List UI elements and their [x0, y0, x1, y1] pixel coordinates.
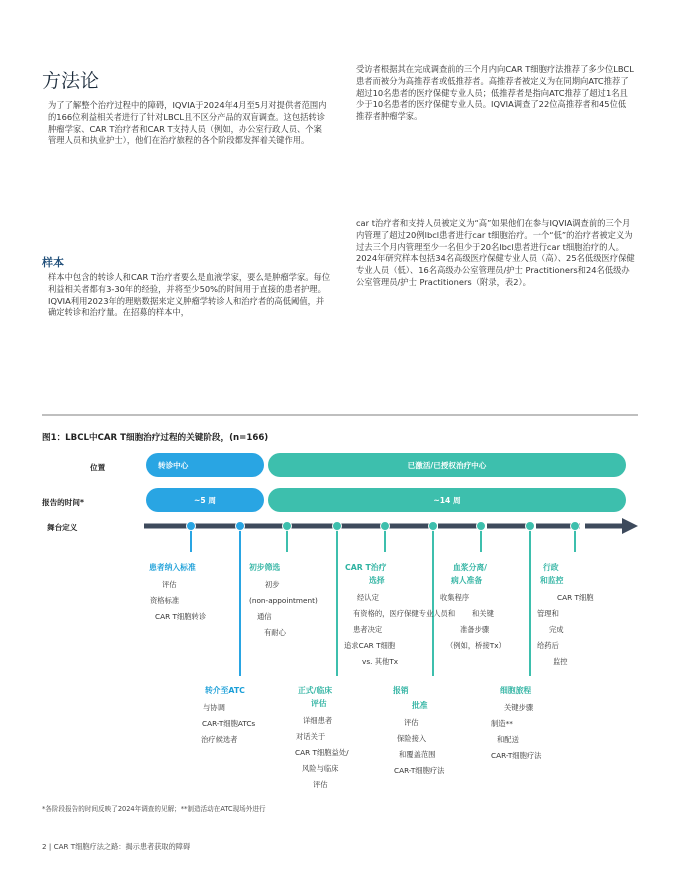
connector-apheresis: [480, 528, 482, 552]
recommender-definition-paragraph: 受访者根据其在完成调查前的三个月内向CAR T细胞疗法推荐了多少位LBCL患者而被分为高推荐者或低推荐者。高推荐者被定义为在同期向ATC推荐了超过10名患者的医疗保健专业人员；低推荐者是指向ATC推荐了超过1名且少于10名患者的医疗保健专业人员。IQVIA调查了22位高推荐者和45位低推荐者肿瘤学家。: [356, 64, 634, 122]
stage-detail: 制造**: [491, 719, 513, 728]
row-label-stage-definition: 舞台定义: [47, 523, 78, 532]
treater-definition-paragraph: car t治疗者和支持人员被定义为“高”如果他们在参与IQVIA调查前的三个月内管理了超过20例lbcl患者进行car t细胞治疗。一个“低”的治疗者被定义为过去三个月内管理至少一名但少于20名lbcl患者进行car t细胞治疗的人。2024年研究样本包括34名高级医疗保健专业人员（高）、25名低级医疗保健专业人员（低）、16名高级办公室管理员/护士 Practitioners和24名低级办公室管理员/护士 Practitioners（附录，表2）。: [356, 218, 635, 287]
timeline-dot: [428, 521, 438, 531]
connector-patient-criteria: [190, 528, 192, 552]
stage-title-formal-evaluation-line2: 评估: [311, 699, 327, 708]
time-treatment-phase: [268, 488, 626, 512]
stage-title-reimbursement: 报销: [393, 686, 409, 695]
time-referral-phase: [146, 488, 264, 512]
stage-detail: 通信: [257, 612, 272, 621]
stage-detail: CAR-T细胞疗法: [394, 766, 445, 775]
stage-detail: 给药后: [537, 641, 559, 650]
stage-detail: 准备步骤: [460, 625, 490, 634]
stage-detail: 和关键: [472, 609, 494, 618]
stage-detail: 与协调: [203, 703, 225, 712]
timeline-arrow: [140, 514, 640, 538]
stage-detail: 患者决定: [353, 625, 383, 634]
timeline-dot: [476, 521, 486, 531]
timeline-dot: [235, 521, 245, 531]
connector-administration: [574, 528, 576, 552]
stage-detail: 经认定: [357, 593, 379, 602]
stage-detail: 保险接入: [397, 734, 427, 743]
page-footer: 2 | CAR T细胞疗法之路：揭示患者获取的障碍: [42, 842, 191, 851]
connector-initial-screening: [286, 528, 288, 552]
stage-title-reimbursement-line2: 批准: [412, 701, 428, 710]
stage-title-formal-evaluation: 正式/临床: [298, 686, 333, 695]
connector-reimbursement: [432, 528, 434, 676]
stage-detail: 管理和: [537, 609, 559, 618]
sample-paragraph: 样本中包含的转诊人和CAR T治疗者要么是血液学家，要么是肿瘤学家。每位利益相关者都有3-30年的经验，并将至少50%的时间用于直接的患者护理。IQVIA利用2023年的理赔数据来定义肿瘤学转诊人和治疗者的高低阈值，并确定转诊和治疗量。在招募的样本中，: [48, 272, 331, 318]
stage-detail: 初步: [265, 580, 280, 589]
stage-detail: 资格标准: [150, 596, 180, 605]
stage-detail: 和配送: [497, 735, 519, 744]
timeline-dot: [332, 521, 342, 531]
stage-detail: （例如，桥接Tx）: [446, 641, 506, 650]
stage-title-initial-screening: 初步筛选: [249, 563, 281, 572]
stage-detail: CAR T细胞: [557, 593, 594, 602]
stage-detail: CAR T细胞转诊: [155, 612, 207, 621]
connector-referral-atc: [239, 528, 241, 676]
timeline-dot: [380, 521, 390, 531]
time-referral-phase-label: ~5 周: [194, 495, 216, 505]
stage-detail: 风险与临床: [302, 764, 339, 773]
methodology-paragraph: 为了了解整个治疗过程中的障碍，IQVIA于2024年4月至5月对提供者范围内的166位利益相关者进行了针对LBCL且不区分产品的双盲调查。这包括转诊肿瘤学家、CAR T治疗者和CAR T支持人员（例如，办公室行政人员、个案管理人员和执业护士），他们在治疗旅程的各个阶段都发挥着关键作用。: [48, 100, 327, 146]
stage-detail: 监控: [553, 657, 568, 666]
figure-footnote: *各阶段报告的时间反映了2024年调查的见解；**制造活动在ATC现场外进行: [42, 805, 266, 813]
stage-title-treatment-selection-line2: 选择: [369, 576, 385, 585]
stage-title-administration-line2: 和监控: [540, 576, 564, 585]
timeline-dot: [186, 521, 196, 531]
stage-title-administration: 行政: [543, 563, 559, 572]
timeline-dot: [282, 521, 292, 531]
stage-detail: 和覆盖范围: [399, 750, 436, 759]
stage-detail: (non-appointment): [249, 596, 318, 605]
stage-detail: 详细患者: [303, 716, 333, 725]
stage-detail: CAR-T细胞ATCs: [202, 719, 256, 728]
stage-detail: 评估: [313, 780, 328, 789]
figure-title: 图1：LBCL中CAR T细胞治疗过程的关键阶段，(n=166): [42, 433, 269, 443]
stage-detail: CAR-T细胞疗法: [491, 751, 542, 760]
connector-cell-journey: [529, 528, 531, 676]
connector-treatment-selection: [384, 528, 386, 552]
stage-detail: vs. 其他Tx: [362, 657, 399, 666]
connector-formal-evaluation: [336, 528, 338, 676]
stage-detail: 对话关于: [296, 732, 326, 741]
stage-detail: 收集程序: [440, 593, 470, 602]
location-treatment-center: [268, 453, 626, 477]
stage-detail: 追求CAR T细胞: [344, 641, 396, 650]
stage-detail: 完成: [549, 625, 564, 634]
stage-detail: 有耐心: [264, 628, 286, 637]
section-divider: [42, 414, 638, 416]
methodology-heading: 方法论: [42, 70, 100, 92]
timeline-dot: [570, 521, 580, 531]
stage-detail: 治疗候选者: [201, 735, 238, 744]
sample-heading: 样本: [42, 256, 64, 269]
stage-title-treatment-selection: CAR T治疗: [345, 563, 387, 572]
stage-title-apheresis-line2: 病人准备: [451, 576, 483, 585]
stage-title-cell-journey: 细胞旅程: [500, 686, 532, 695]
row-label-reported-time: 报告的时间*: [42, 498, 84, 507]
time-treatment-phase-label: ~14 周: [433, 495, 461, 505]
stage-detail: 有资格的，医疗保健专业人员和: [353, 609, 456, 618]
timeline-dot: [525, 521, 535, 531]
location-referral-center: [146, 453, 264, 477]
location-referral-center-label: 转诊中心: [158, 460, 189, 470]
stage-detail: 评估: [162, 580, 177, 589]
stage-title-apheresis: 血浆分离/: [453, 563, 488, 572]
stage-title-referral-atc: 转介至ATC: [205, 686, 245, 695]
stage-title-patient-criteria: 患者纳入标准: [149, 563, 196, 572]
stage-detail: 评估: [404, 718, 419, 727]
stage-detail: 关键步骤: [504, 703, 534, 712]
stage-detail: CAR T细胞益处/: [295, 748, 349, 757]
location-treatment-center-label: 已激活/已授权治疗中心: [407, 460, 487, 470]
row-label-location: 位置: [90, 463, 106, 472]
